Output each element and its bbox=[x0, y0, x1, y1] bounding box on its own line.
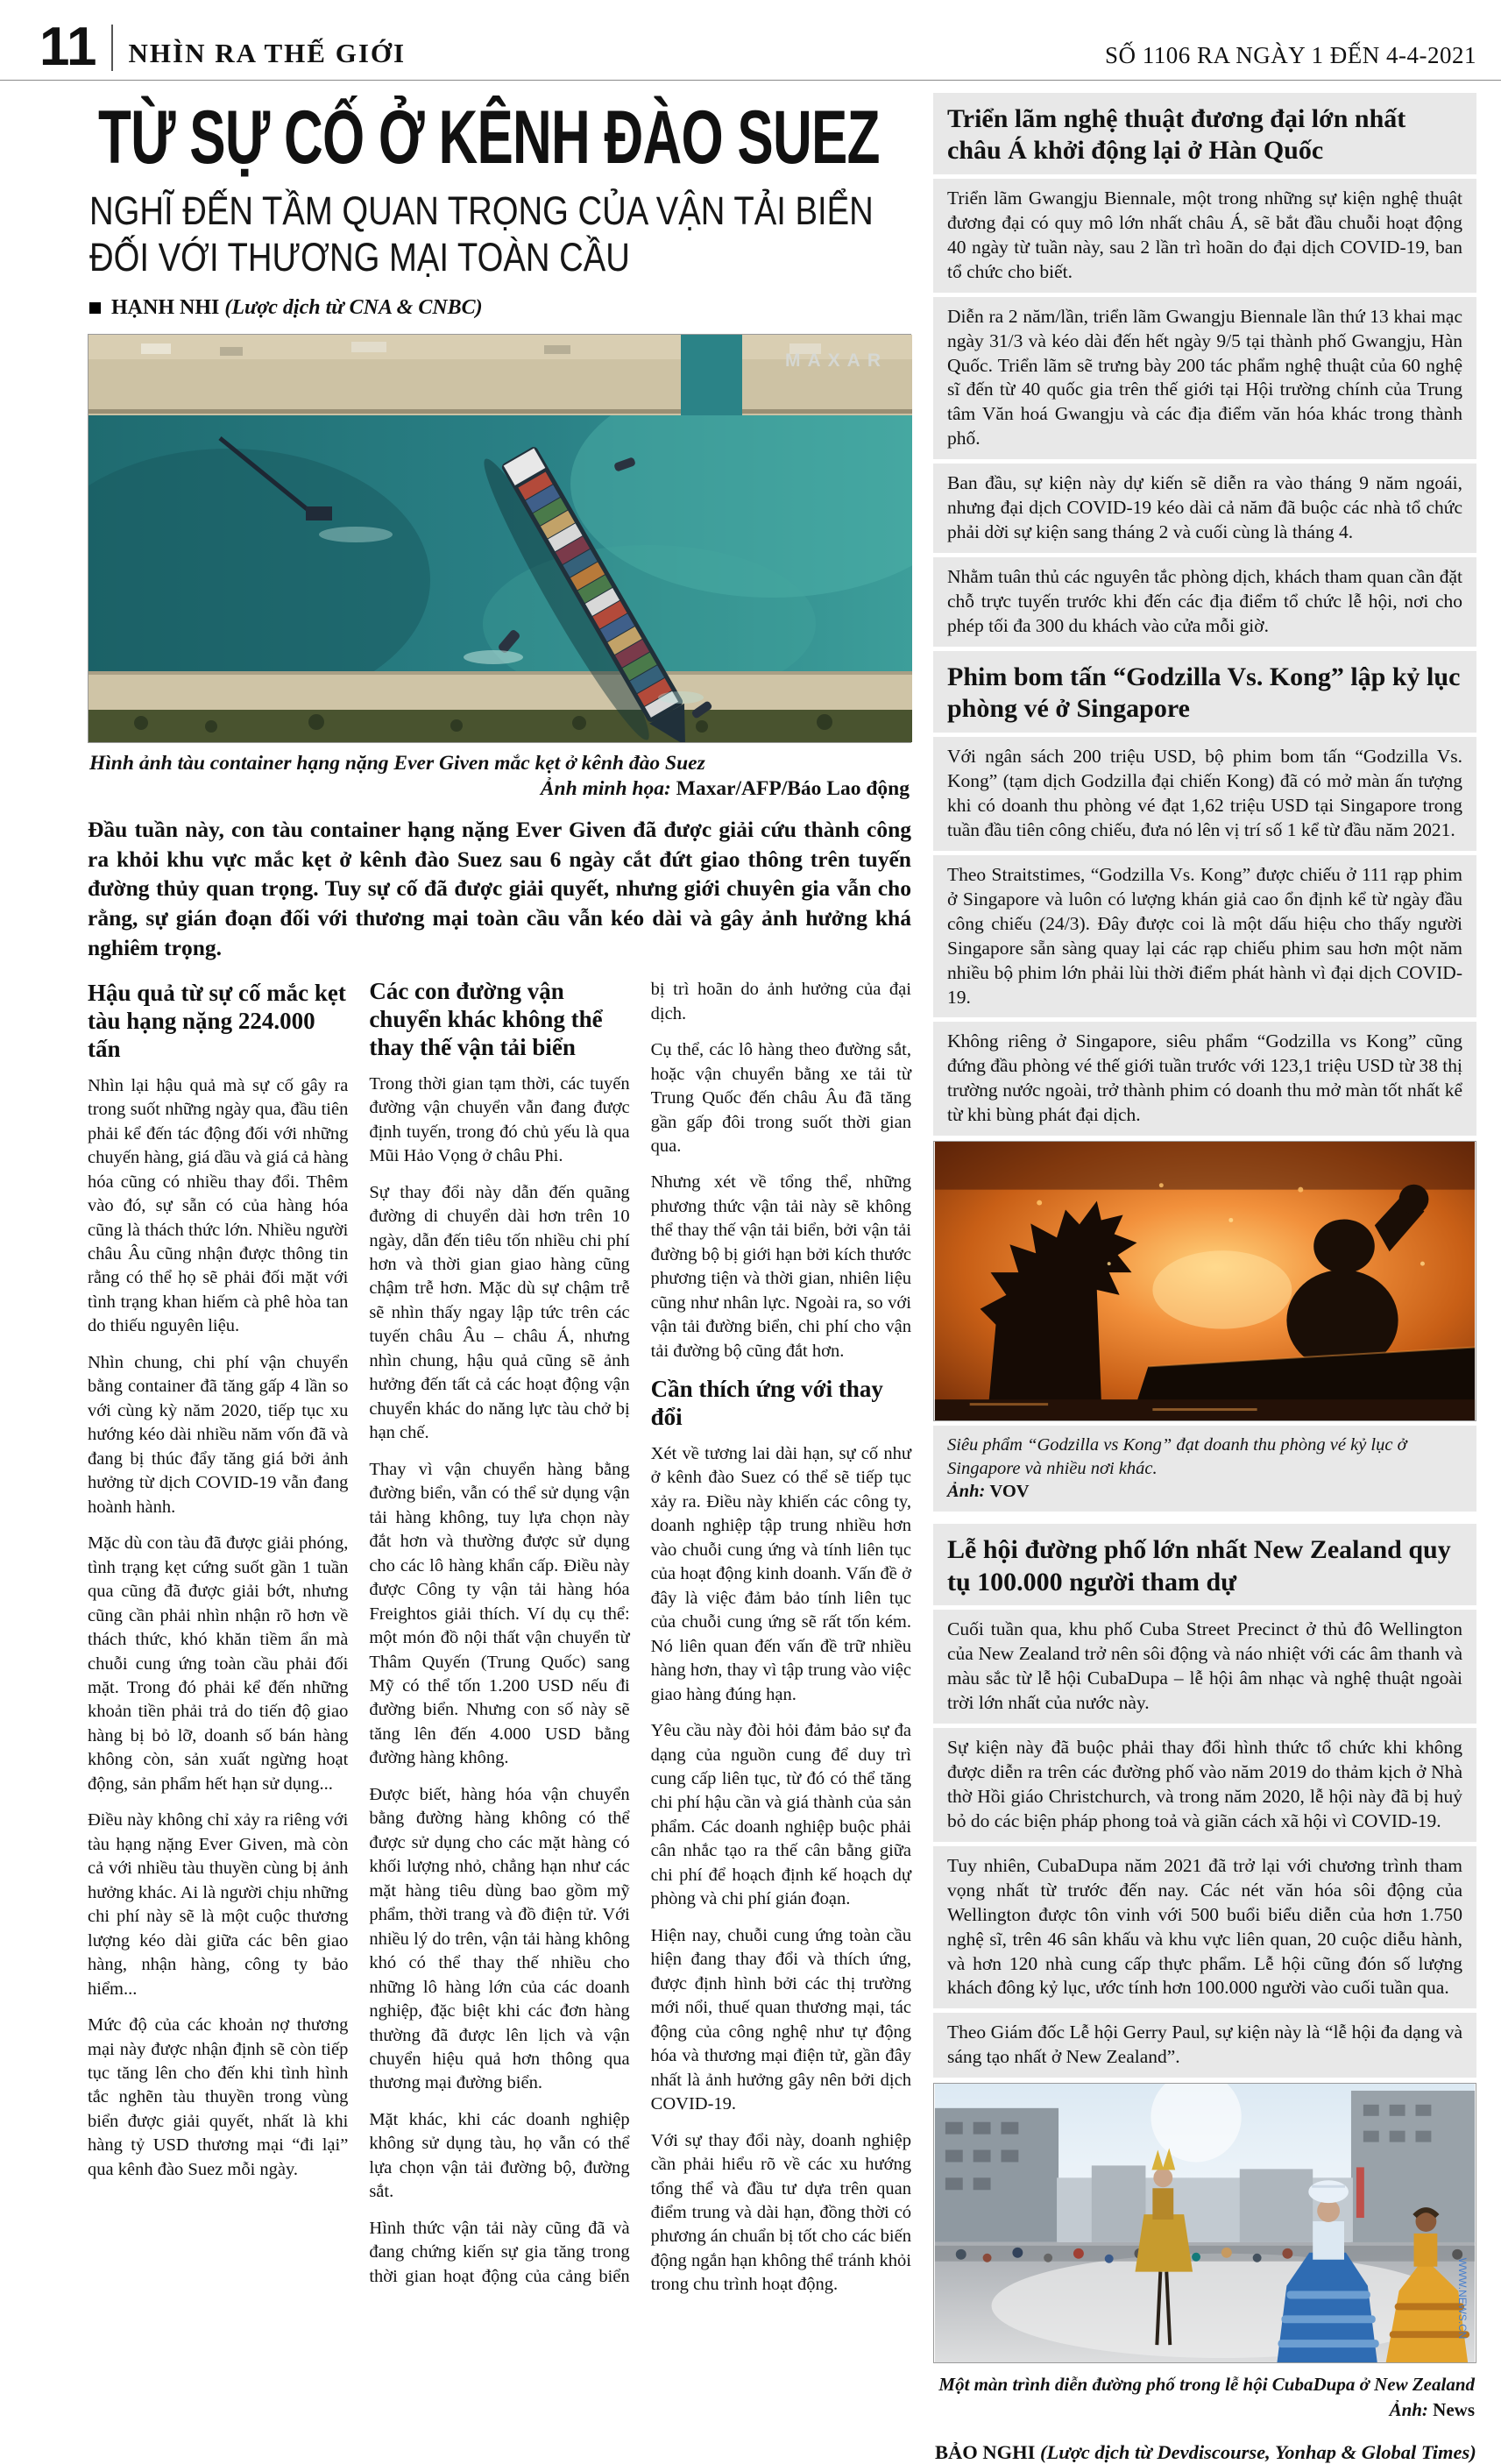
sidebar-paragraph: Theo Giám đốc Lễ hội Gerry Paul, sự kiện này là “lễ hội đa dạng và sáng tạo nhất ở New Zealand”. bbox=[933, 2013, 1476, 2078]
main-photo-caption-text: Hình ảnh tàu container hạng nặng Ever Given mắc kẹt ở kênh đào Suez bbox=[89, 751, 705, 775]
article-paragraph: Trong thời gian tạm thời, các tuyến đường vận chuyển vẫn đang được định tuyến, trong đó chủ yếu là qua Mũi Hảo Vọng ở châu Phi. bbox=[369, 1073, 630, 1166]
article-paragraph: Xét về tương lai dài hạn, sự cố như ở kênh đào Suez có thể sẽ tiếp tục xảy ra. Điều này khiến các công ty, doanh nghiệp tập trung nhiều hơn vào chuỗi cung ứng và tính liên tục của hoạt động kinh doanh. Vấn đề ở đây là việc đảm bảo tính liên tục của chuỗi cung ứng sẽ rất tốn kém. Nó liên quan đến vấn đề trữ nhiều hàng hơn, thay vì tập trung vào việc giao hàng đúng hạn. bbox=[650, 1443, 911, 1704]
section-heading: Cần thích ứng với thay đổi bbox=[650, 1376, 883, 1431]
article-paragraph: Với sự thay đổi này, doanh nghiệp cần phải hiểu rõ về các xu hướng tổng thể và đầu tư dựa trên quan điểm trung và dài hạn, đồng thời có phương án chuẩn bị tốt cho các biến động ngắn hạn không thể tránh khỏi trong chu trình hoạt động. bbox=[650, 2130, 911, 2295]
godzilla-photo-caption bbox=[933, 1426, 1476, 1512]
article-paragraph: Mặt khác, khi các doanh nghiệp không sử dụng tàu, họ vẫn có thể lựa chọn vận tải đường bộ, đường sắt. bbox=[369, 2109, 630, 2202]
byline-square-icon bbox=[89, 302, 101, 314]
sidebar-article-korea-title: Triển lãm nghệ thuật đương đại lớn nhất châu Á khởi động lại ở Hàn Quốc bbox=[933, 93, 1476, 174]
main-photo-caption bbox=[89, 752, 910, 801]
cubadupa-street-image bbox=[934, 2084, 1476, 2362]
page-number: 11 bbox=[39, 25, 113, 71]
sidebar-byline-author: BẢO NGHI bbox=[935, 2440, 1041, 2463]
page-content bbox=[0, 81, 1501, 2464]
satellite-photo bbox=[88, 334, 911, 801]
main-article bbox=[88, 93, 911, 2464]
sidebar-article-nz-title: Lễ hội đường phố lớn nhất New Zealand quy tụ 100.000 người tham dự bbox=[933, 1524, 1476, 1605]
main-photo-credit bbox=[89, 777, 910, 801]
article-paragraph: Nhìn chung, chi phí vận chuyển bằng container đã tăng gấp 4 lần so với cùng kỳ năm 2020, tiếp tục xu hướng kéo dài nhiều năm vốn đã và đang bị thúc đẩy tăng giá bởi ảnh hưởng từ dịch COVID-19 vẫn đang hoành hành. bbox=[88, 1352, 349, 1517]
maxar-watermark: MAXAR bbox=[785, 350, 888, 371]
issue-info: SỐ 1106 RA NGÀY 1 ĐẾN 4-4-2021 bbox=[1105, 41, 1476, 68]
godzilla-photo bbox=[933, 1141, 1476, 1421]
sidebar-paragraph: Triển lãm Gwangju Biennale, một trong những sự kiện nghệ thuật đương đại có quy mô lớn nhất châu Á, sẽ bắt đầu chuỗi hoạt động 40 ngày từ tuần này, sau 2 lần trì hoãn do đại dịch COVID-19, ban tổ chức cho biết. bbox=[933, 179, 1476, 293]
byline-source: (Lược dịch từ CNA & CNBC) bbox=[224, 295, 483, 319]
article-paragraph: Sự thay đổi này dẫn đến quãng đường di chuyển dài hơn trên 10 ngày, dẫn đến tiêu tốn nhiều chi phí hơn và thời gian giao hàng cũng chậm trễ hơn. Mặc dù sự chậm trễ sẽ nhìn thấy ngay lập tức trên các tuyến châu Âu – châu Á, nhưng nhìn chung, hậu quả cũng sẽ ảnh hưởng đến tất cả các hoạt động vận chuyển khác do năng lực tàu chở bị hạn chế. bbox=[369, 1182, 630, 1443]
nz-credit-text: News bbox=[1433, 2398, 1475, 2420]
masthead bbox=[0, 0, 1501, 81]
main-photo-credit-text: Maxar/AFP/Báo Lao động bbox=[676, 776, 910, 800]
sidebar bbox=[933, 93, 1476, 2464]
article-paragraph: Mặc dù con tàu đã được giải phóng, tình trạng kẹt cứng suốt gần 1 tuần qua cũng đã được giải bớt, nhưng cũng cần phải nhìn nhận rõ hơn về thách thức, khó khăn tiềm ẩn mà chuỗi cung ứng toàn cầu phải đối mặt. Trong đó phải kể đến những khoản tiền phải trả do tiến độ giao hàng bị bỏ lỡ, doanh số bán hàng không còn, sản xuất ngừng hoạt động, sản phẩm hết hạn sử dụng... bbox=[88, 1533, 349, 1794]
byline-author: HẠNH NHI bbox=[111, 295, 220, 319]
sidebar-paragraph: Nhằm tuân thủ các nguyên tắc phòng dịch, khách tham quan cần đặt chỗ trực tuyến trước khi đến các địa điểm tổ chức lễ hội, nơi cho phép tối đa 300 du khách vào cửa mỗi giờ. bbox=[933, 557, 1476, 647]
news-watermark: WWW.NEWS.CN bbox=[1456, 2258, 1469, 2340]
article-paragraph: Được biết, hàng hóa vận chuyển bằng đường hàng không có thể được sử dụng cho các mặt hàng có khối lượng nhỏ, chẳng hạn như các mặt hàng tiêu dùng bao gồm mỹ phẩm, thời trang và đồ điện tử. Với nhiều lý do trên, vận tải hàng không khó có thể thay thế nhiều cho những lô hàng lớn của các doanh nghiệp, đặc biệt khi các đơn hàng thường đã được lên lịch và vận chuyển hiệu quả hơn thông qua thương mại đường biển. bbox=[369, 1784, 630, 2093]
article-paragraph: Hình thức vận tải này cũng đã và đang chứng kiến sự gia tăng trong thời gian hoạt động của cảng biển bị trì hoãn do ảnh hưởng của đại dịch. bbox=[369, 980, 911, 2286]
section-heading: Hậu quả từ sự cố mắc kẹt tàu hạng nặng 224.000 tấn bbox=[88, 980, 346, 1062]
sidebar-byline-source: (Lược dịch từ Devdiscourse, Yonhap & Global Times) bbox=[1040, 2440, 1476, 2463]
godzilla-credit-text: VOV bbox=[989, 1482, 1030, 1502]
article-paragraph: Cụ thể, các lô hàng theo đường sắt, hoặc vận chuyển bằng xe tải từ Trung Quốc đến châu Âu đã tăng gần gấp đôi trong suốt thời gian qua. bbox=[650, 1040, 911, 1156]
sidebar-paragraph: Diễn ra 2 năm/lần, triển lãm Gwangju Biennale lần thứ 13 khai mạc ngày 31/3 và kéo dài đến hết ngày 9/5 tại thành phố Gwangju, Hàn Quốc. Triển lãm sẽ trưng bày 200 tác phẩm nghệ thuật của 60 nghệ sĩ đến từ 40 quốc gia trên thế giới tại Hội trường chính của Trung tâm Văn hoá Gwangju và các địa điểm văn hóa khác trong thành phố. bbox=[933, 297, 1476, 460]
main-photo-credit-label: Ảnh minh họa: bbox=[540, 776, 676, 800]
article-paragraph: Nhưng xét về tổng thể, những phương thức vận tải này sẽ không thể thay thế vận tải biển, bởi vận tải đường bộ bị giới hạn bởi kích thước phương tiện và thời gian, nhiên liệu cũng như nhân lực. Ngoài ra, so với vận tải đường biển, chi phí cho vận tải đường bộ cũng đắt hơn. bbox=[650, 1172, 911, 1361]
article-paragraph: Mức độ của các khoản nợ thương mại này được nhận định sẽ còn tiếp tục tăng lên cho đến khi tình hình tắc nghẽn tàu thuyền trong vùng biển được giải quyết, nhất là khi hàng tỷ USD thương mại “đi lại” qua kênh đào Suez mỗi ngày. bbox=[88, 2015, 349, 2179]
article-paragraph: Nhìn lại hậu quả mà sự cố gây ra trong suốt những ngày qua, đầu tiên phải kể đến tác động đối với những chuyến hàng, giá dầu và giá cả hàng hóa cũng có nhiều thay đổi. Thêm vào đó, sự sẵn có của hàng hóa cũng là thách thức lớn. Nhiều người châu Âu cũng nhận được thông tin rằng có thể họ sẽ phải đối mặt với tình trạng khan hiếm cà phê hòa tan do thiếu nguyên liệu. bbox=[88, 1075, 349, 1336]
article-columns bbox=[88, 978, 911, 2298]
sidebar-paragraph: Tuy nhiên, CubaDupa năm 2021 đã trở lại với chương trình tham vọng nhất từ trước đến nay. Các nét văn hóa sôi động của Wellington được tôn vinh với 500 buổi biểu diễn của hơn 1.750 nghệ sĩ, trên 46 sân khấu và khu vực liên quan, 20 cuộc diễu hành, và hơn 120 nhà cung cấp thực phẩm. Lễ hội cũng đón số lượng khách đông kỷ lục, ước tính hơn 100.000 người vào cuối tuần qua. bbox=[933, 1846, 1476, 2009]
cubadupa-photo bbox=[933, 2083, 1476, 2363]
lead-paragraph: Đầu tuần này, con tàu container hạng nặng Ever Given đã được giải cứu thành công ra khỏi khu vực mắc kẹt ở kênh đào Suez sau 6 ngày cắt đứt giao thông trên tuyến đường thủy quan trọng. Tuy sự cố đã được giải quyết, nhưng giới chuyên gia vẫn cho rằng, sự gián đoạn đối với thương mại toàn cầu vẫn kéo dài và gây ảnh hưởng khá nghiêm trọng. bbox=[88, 816, 911, 960]
nz-caption-text: Một màn trình diễn đường phố trong lễ hội CubaDupa ở New Zealand bbox=[938, 2374, 1475, 2396]
article-paragraph: Thay vì vận chuyển hàng bằng đường biển, vẫn có thể sử dụng vận tải hàng không, tuy lựa chọn này đắt hơn và thường được sử dụng cho các lô hàng khẩn cấp. Điều này được Công ty vận tải hàng hóa Freightos giải thích. Ví dụ cụ thể: một món đồ nội thất vận chuyển từ Thâm Quyến (Trung Quốc) sang Mỹ có thể tốn 1.200 USD nếu đi đường biển. Nhưng con số này sẽ tăng lên đến 4.000 USD bằng đường hàng không. bbox=[369, 1459, 630, 1768]
article-paragraph: Hiện nay, chuỗi cung ứng toàn cầu hiện đang thay đổi và thích ứng, được định hình bởi các thị trường mới nổi, thuế quan thương mại, tác động của công nghệ như tự động hóa và thương mại điện tử, gần đây nhất là ảnh hưởng gây nên bởi dịch COVID-19. bbox=[650, 1925, 911, 2114]
main-headline: TỪ SỰ CỐ Ở KÊNH ĐÀO SUEZ bbox=[98, 95, 880, 180]
byline bbox=[89, 296, 911, 320]
sidebar-paragraph: Theo Straitstimes, “Godzilla Vs. Kong” được chiếu ở 111 rạp phim ở Singapore và luôn có lượng khán giả cao ổn định kể từ ngày đầu công chiếu (24/3). Đây được coi là một dấu hiệu cho thấy người Singapore sẵn sàng quay lại các rạp chiếu phim sau hơn một năm nhiều bộ phim lớn phải lùi thời điểm phát hành vì đại dịch COVID-19. bbox=[933, 855, 1476, 1018]
article-paragraph: Yêu cầu này đòi hỏi đảm bảo sự đa dạng của nguồn cung để duy trì cung cấp liên tục, từ đó có thể tăng chi phí hậu cần và giá thành của sản phẩm. Các doanh nghiệp buộc phải cân nhắc tạo ra thế cân bằng giữa chi phí để hoạch định kế hoạch dự phòng và chi phí gián đoạn. bbox=[650, 1721, 911, 1909]
nz-credit-label: Ảnh: bbox=[1389, 2398, 1434, 2420]
section-heading: Các con đường vận chuyển khác không thể thay thế vận tải biển bbox=[369, 978, 603, 1060]
sidebar-paragraph: Ban đầu, sự kiện này dự kiến sẽ diễn ra vào tháng 9 năm ngoái, nhưng đại dịch COVID-19 kéo dài cả năm đã buộc các nhà tổ chức phải dời sự kiện sang tháng 2 và cuối cùng là tháng 4. bbox=[933, 464, 1476, 553]
article-paragraph: Điều này không chỉ xảy ra riêng với tàu hạng nặng Ever Given, mà còn cả với nhiều tàu thuyền cùng bị ảnh hưởng khác. Ai là người chịu những chi phí này sẽ là một cuộc thương lượng kéo dài giữa các bên giao hàng, nhận hàng, công ty bảo hiểm... bbox=[88, 1810, 349, 1999]
suez-satellite-image bbox=[89, 335, 912, 742]
godzilla-credit-label: Ảnh: bbox=[947, 1482, 990, 1502]
sidebar-article-godzilla-title: Phim bom tấn “Godzilla Vs. Kong” lập kỷ lục phòng vé ở Singapore bbox=[933, 651, 1476, 733]
main-subheadline: NGHĨ ĐẾN TẦM QUAN TRỌNG CỦA VẬN TẢI BIỂN ĐỐI VỚI THƯƠNG MẠI TOÀN CẦU bbox=[89, 188, 874, 280]
sidebar-paragraph: Sự kiện này đã buộc phải thay đổi hình thức tổ chức khi không được diễn ra trên các đường phố vào năm 2019 do thảm kịch ở Nhà thờ Hồi giáo Christchurch, và trong năm 2020, lễ hội này đã bị huỷ bỏ do các biện pháp phong toả và giãn cách xã hội vì COVID-19. bbox=[933, 1728, 1476, 1842]
sidebar-paragraph: Cuối tuần qua, khu phố Cuba Street Precinct ở thủ đô Wellington của New Zealand trở nên sôi động và náo nhiệt với các âm thanh và màu sắc từ lễ hội CubaDupa – lễ hội âm nhạc và nghệ thuật ngoài trời lớn nhất của nước này. bbox=[933, 1610, 1476, 1724]
sidebar-paragraph: Không riêng ở Singapore, siêu phẩm “Godzilla vs Kong” cũng đứng đầu phòng vé thế giới tuần trước với 123,1 triệu USD từ 38 thị trường nước ngoài, trở thành phim có doanh thu mở màn tốt nhất kể từ khi bùng phát đại dịch. bbox=[933, 1022, 1476, 1136]
section-title: NHÌN RA THẾ GIỚI bbox=[128, 37, 407, 68]
nz-photo-caption bbox=[935, 2372, 1475, 2422]
sidebar-paragraph: Với ngân sách 200 triệu USD, bộ phim bom tấn “Godzilla Vs. Kong” (tạm dịch Godzilla đại chiến Kong) đã có mở màn ấn tượng khi có doanh thu phòng vé đạt 1,62 triệu USD tại Singapore trong tuần đầu tiên công chiếu, đưa nó lên vị trí số 1 kể từ đầu năm 2021. bbox=[933, 737, 1476, 851]
sidebar-byline bbox=[933, 2441, 1476, 2464]
godzilla-vs-kong-image bbox=[934, 1142, 1476, 1420]
godzilla-caption-text: Siêu phẩm “Godzilla vs Kong” đạt doanh thu phòng vé kỷ lục ở Singapore và nhiều nơi khác. bbox=[947, 1435, 1407, 1478]
